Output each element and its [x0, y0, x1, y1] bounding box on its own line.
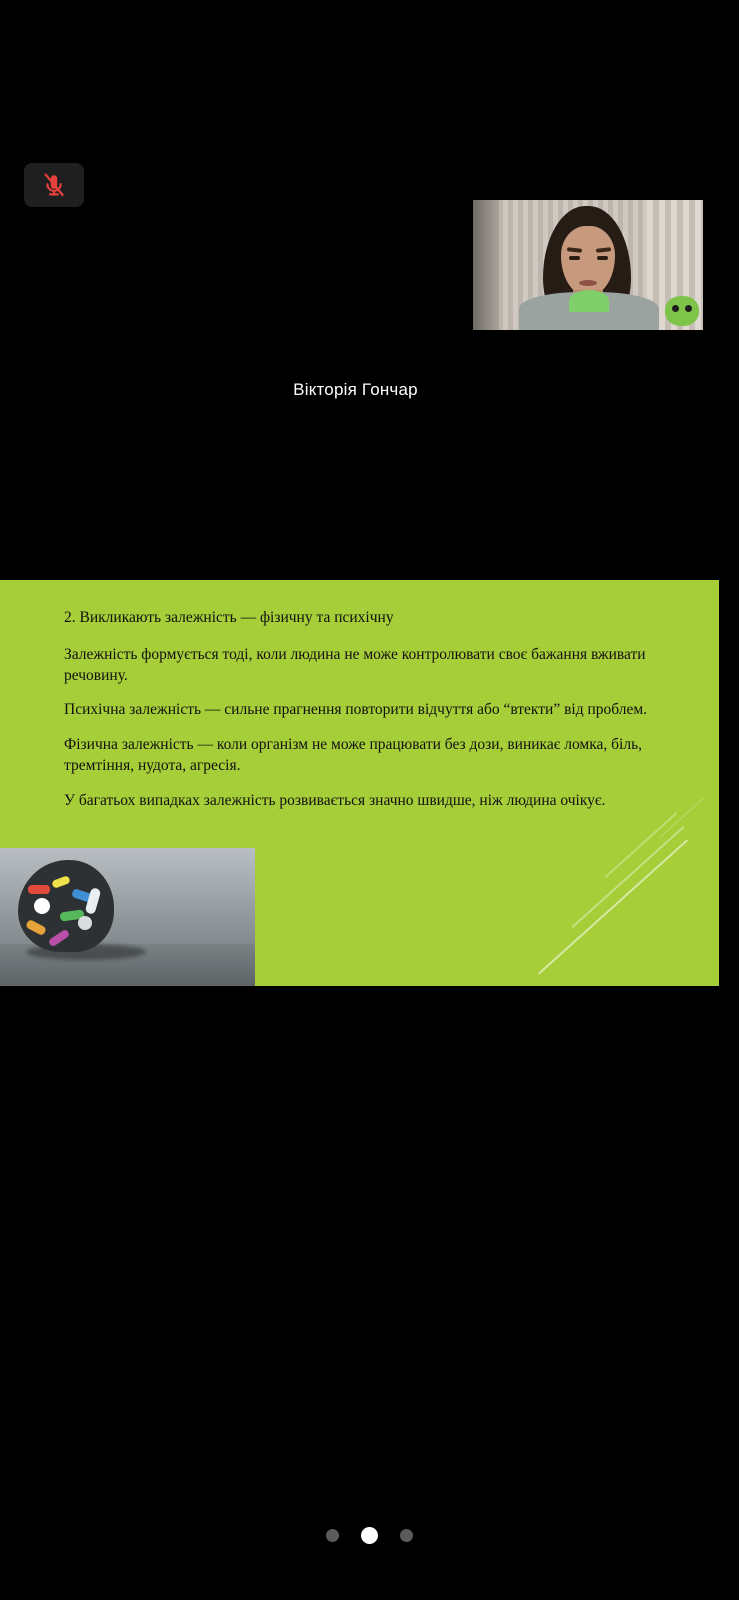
illustration-head-silhouette — [18, 860, 114, 952]
slide-decor-streak — [538, 839, 688, 974]
page-dot-2[interactable] — [361, 1527, 378, 1544]
slide-paragraph: Фізична залежність — коли організм не може працювати без дози, виникає ломка, біль, тремтіння, нудота, агресія. — [64, 736, 643, 774]
page-indicator — [0, 1527, 739, 1544]
page-dot-3[interactable] — [400, 1529, 413, 1542]
slide-illustration — [0, 848, 255, 986]
person-eye-left — [569, 256, 580, 260]
slide-text-block — [0, 580, 719, 811]
background-toy — [665, 296, 699, 326]
slide-paragraph: У багатьох випадках залежність розвивається значно швидше, ніж людина очікує. — [64, 791, 606, 809]
illustration-pill — [34, 898, 50, 914]
video-background-left — [473, 200, 499, 330]
page-dot-1[interactable] — [326, 1529, 339, 1542]
shared-screen-slide[interactable] — [0, 580, 719, 986]
illustration-pill — [28, 885, 50, 894]
slide-decor-streak — [605, 812, 678, 878]
slide-paragraph: Психічна залежність — сильне прагнення повторити відчуття або “втекти” від проблем. — [64, 701, 648, 719]
person-collar — [569, 290, 609, 312]
participant-name-label: Вікторія Гончар — [293, 380, 418, 399]
person-mouth — [579, 280, 597, 286]
slide-paragraph: Залежність формується тоді, коли людина не може контролювати своє бажання вживати речовину. — [64, 645, 646, 684]
slide-heading: 2. Викликають залежність — фізичну та психічну — [64, 609, 394, 626]
microphone-muted-icon — [41, 171, 67, 199]
person-eye-right — [597, 256, 608, 260]
mic-muted-button[interactable] — [24, 163, 84, 207]
participant-video-tile[interactable] — [473, 200, 703, 330]
slide-decor-streak — [572, 826, 685, 928]
illustration-pill — [78, 916, 92, 930]
